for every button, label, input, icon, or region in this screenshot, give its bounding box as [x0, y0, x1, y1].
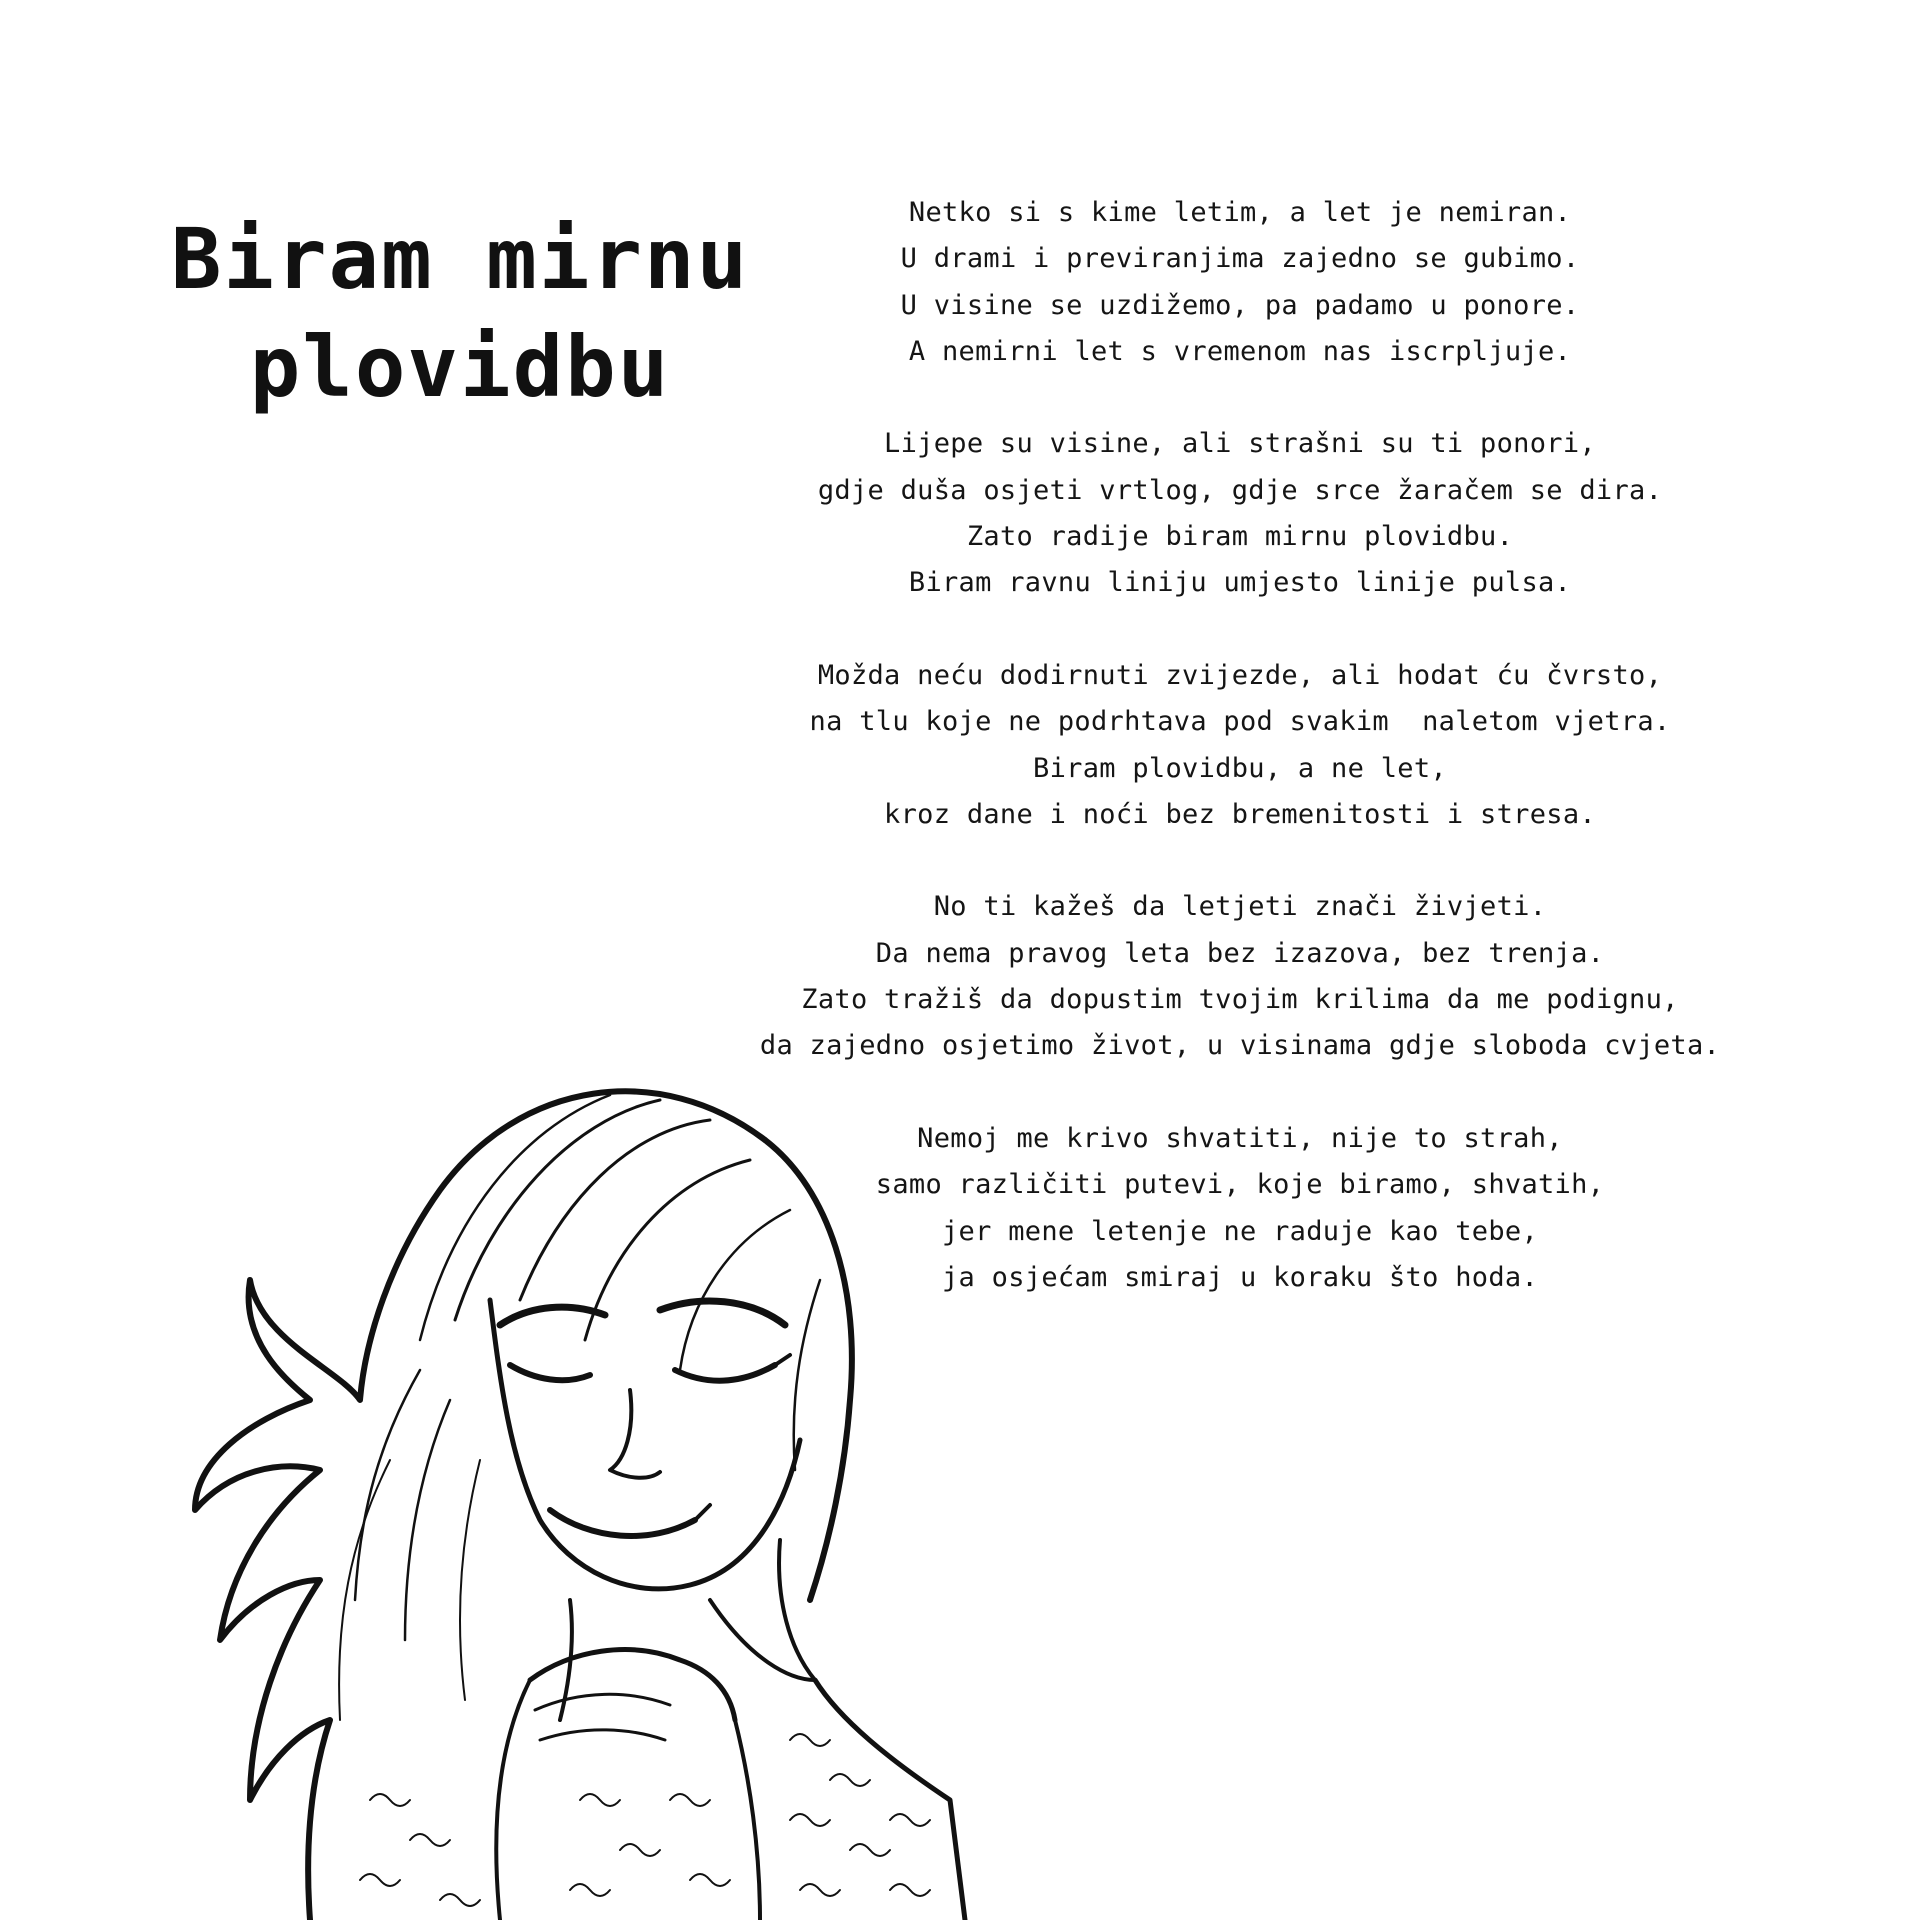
poem-line: U visine se uzdižemo, pa padamo u ponore.	[900, 289, 1580, 321]
poem-line: Netko si s kime letim, a let je nemiran.	[908, 197, 1572, 228]
poem-line: Nemoj me krivo shvatiti, nije to strah,	[917, 1122, 1563, 1154]
poem-line: ja osjećam smiraj u koraku što hoda.	[942, 1261, 1538, 1293]
poem-line: da zajedno osjetimo život, u visinama gdje sloboda cvjeta.	[759, 1030, 1721, 1062]
poem-line: gdje duša osjeti vrtlog, gdje srce žaračem se dira.	[817, 474, 1663, 506]
poem-line: Zato radije biram mirnu plovidbu.	[966, 521, 1514, 553]
poem-line: na tlu koje ne podrhtava pod svakim naletom vjetra.	[809, 706, 1671, 738]
poem-line: Zato tražiš da dopustim tvojim krilima da me podignu,	[801, 984, 1679, 1016]
poem-title-line-2: plovidbu	[249, 318, 671, 416]
poem-line: U drami i previranjima zajedno se gubimo.	[900, 243, 1580, 275]
poem-line: Biram plovidbu, a ne let,	[1033, 752, 1447, 784]
poem-line: kroz dane i noći bez bremenitosti i stresa.	[884, 798, 1596, 830]
stanza-1	[740, 190, 1740, 375]
poem-line: samo različiti putevi, koje biramo, shvatih,	[875, 1169, 1605, 1201]
poem-line: jer mene letenje ne raduje kao tebe,	[942, 1215, 1538, 1247]
poem-line: Biram ravnu liniju umjesto linije pulsa.	[908, 567, 1572, 599]
poem-line: A nemirni let s vremenom nas iscrpljuje.	[908, 335, 1572, 367]
poem-line: Možda neću dodirnuti zvijezde, ali hodat ću čvrsto,	[817, 659, 1663, 691]
poem-line: No ti kažeš da letjeti znači živjeti.	[933, 891, 1547, 923]
poem-line: Lijepe su visine, ali strašni su ti ponori,	[884, 428, 1596, 460]
stanza-3	[740, 653, 1740, 838]
woman-portrait-line-art-icon	[190, 1040, 970, 1920]
stanza-2	[740, 421, 1740, 606]
poem-line: Da nema pravog leta bez izazova, bez trenja.	[875, 937, 1605, 969]
poem-title-line-1: Biram mirnu	[170, 210, 750, 308]
poem-title	[150, 205, 770, 421]
